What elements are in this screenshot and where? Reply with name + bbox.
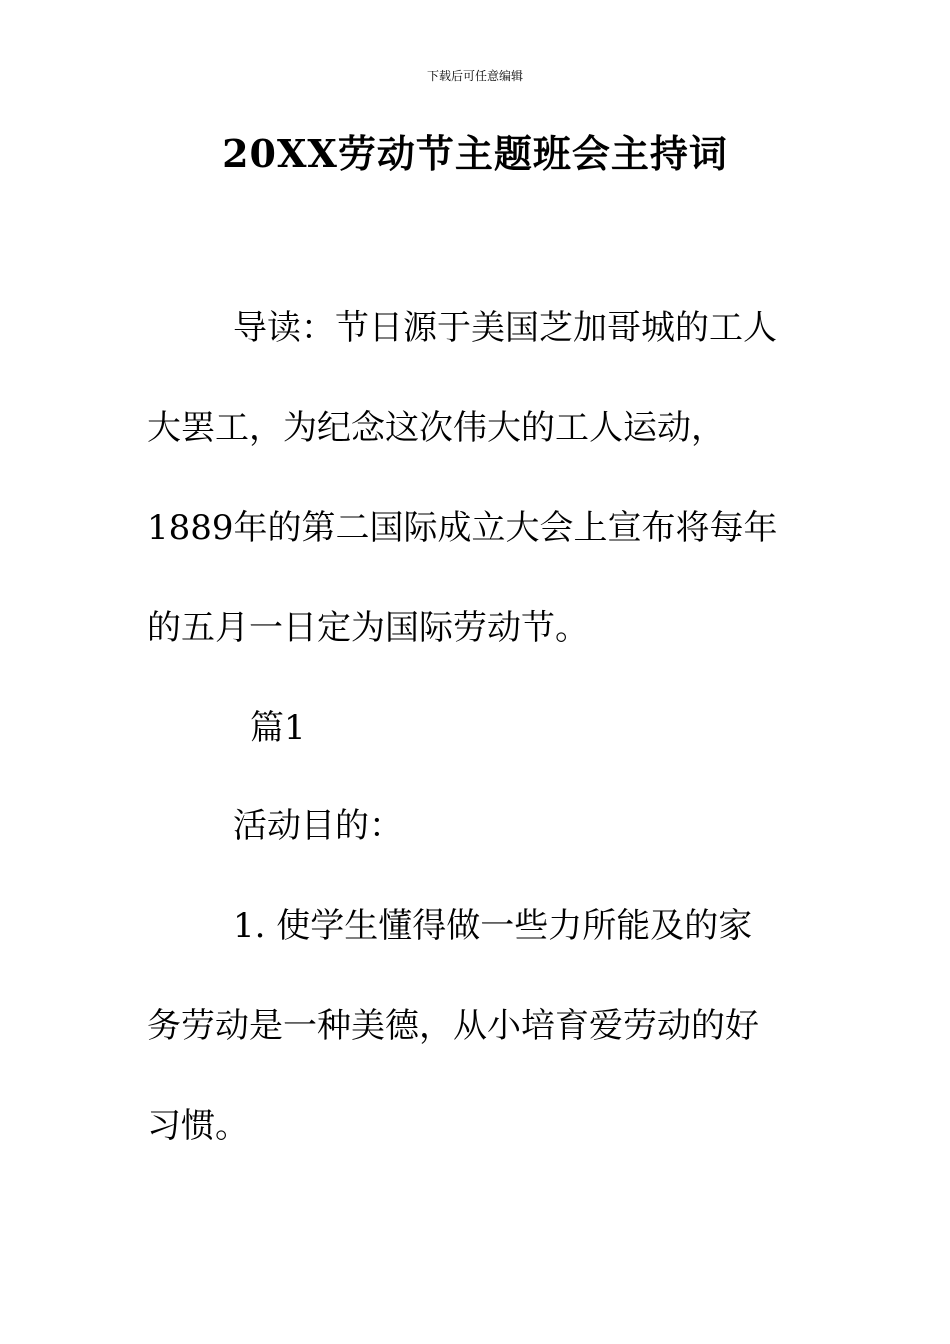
- purpose-heading: 活动目的：: [233, 806, 403, 846]
- intro-line-4: 的五月一日定为国际劳动节。: [147, 608, 589, 648]
- intro-line-1: 导读：节日源于美国芝加哥城的工人: [233, 308, 777, 348]
- purpose-item-1-line-2: 务劳动是一种美德，从小培育爱劳动的好: [147, 1006, 759, 1046]
- purpose-item-1-line-1: 1. 使学生懂得做一些力所能及的家: [233, 906, 753, 946]
- intro-line-2: 大罢工，为纪念这次伟大的工人运动，: [147, 408, 725, 448]
- document-title: 20XX劳动节主题班会主持词: [222, 131, 728, 176]
- header-note: 下载后可任意编辑: [426, 69, 523, 83]
- purpose-item-1-line-3: 习惯。: [147, 1106, 249, 1146]
- section-heading: 篇1: [250, 708, 306, 748]
- intro-line-3: 1889年的第二国际成立大会上宣布将每年: [147, 508, 778, 548]
